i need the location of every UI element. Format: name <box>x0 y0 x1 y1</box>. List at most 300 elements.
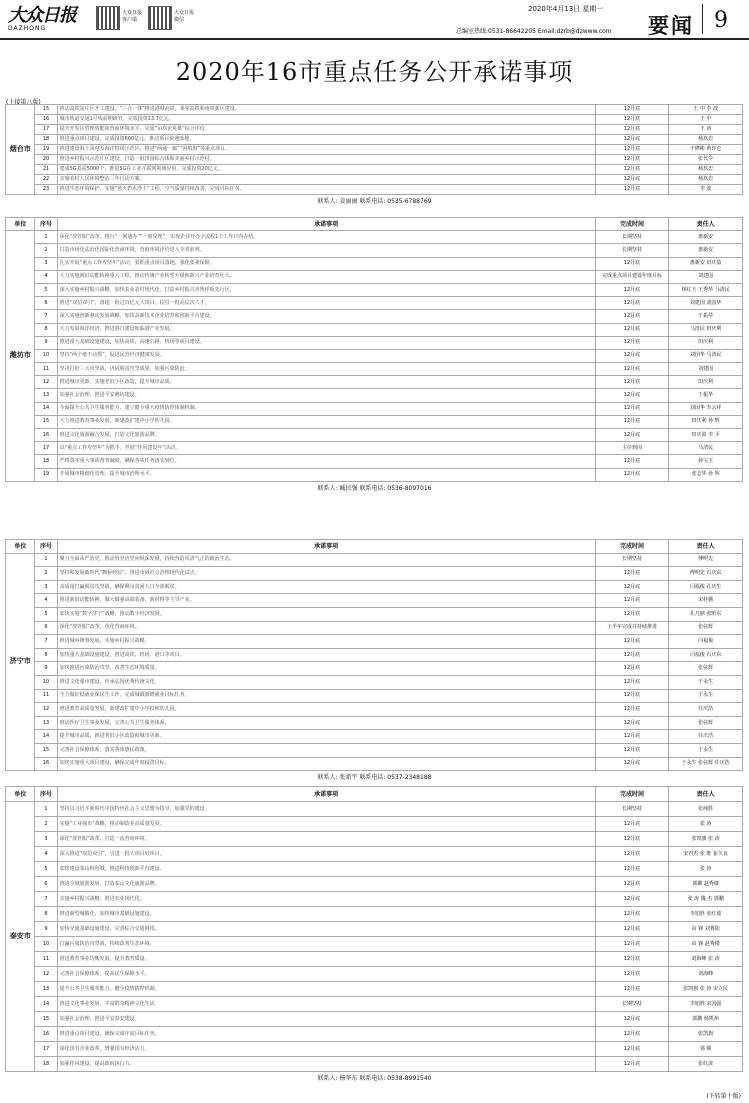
row-owner: 于永生 <box>669 675 743 689</box>
row-seq: 8 <box>35 907 57 922</box>
row-owner: 张凯旗 张 涛 宋立民 <box>669 982 743 997</box>
row-item: 提升开发区管理效能和营商环境水平，完成“亩均论英雄”综合评价。 <box>57 125 595 135</box>
row-item: 推进重点项目建设，确保完成年度目标任务。 <box>57 1027 595 1042</box>
row-item: 加快实施重大项目建设，确保完成年度投资目标。 <box>57 757 595 771</box>
row-item: 大力实施新旧动能转换重大工程，推动传统产业转型升级和新兴产业培育壮大。 <box>57 270 595 283</box>
continued-footer: (下转第十版) <box>706 1093 741 1100</box>
table-row <box>6 145 743 155</box>
row-time: 12月底 <box>595 982 669 997</box>
row-seq: 16 <box>35 429 57 442</box>
table-row <box>6 553 743 567</box>
row-item: 提升城市品质，推进老旧小区改造和城市更新。 <box>57 730 595 744</box>
table-row <box>6 907 743 922</box>
row-item: 加强社会治理，推进平安泰安建设。 <box>57 1012 595 1027</box>
row-seq: 6 <box>35 877 57 892</box>
row-item: 推进教育高质量发展，新建改扩建中小学校和幼儿园。 <box>57 703 595 717</box>
commitment-table <box>5 217 743 482</box>
table-header-row <box>6 787 743 802</box>
row-owner: 马清民 田庆利 <box>669 323 743 336</box>
row-owner: 惠新安 <box>669 231 743 244</box>
table-row <box>6 283 743 296</box>
row-time: 12月底 <box>595 607 669 621</box>
row-item: 提升公共卫生服务能力，健全疫情防控机制。 <box>57 982 595 997</box>
row-item: 推进全域旅游发展，打造泰山文化旅游品牌。 <box>57 877 595 892</box>
row-seq: 7 <box>35 892 57 907</box>
row-seq: 8 <box>35 323 57 336</box>
qr-code-icon <box>148 6 172 30</box>
row-time: 12月底 <box>595 594 669 608</box>
row-seq: 16 <box>35 1027 57 1042</box>
row-time: 12月底 <box>595 402 669 415</box>
row-seq: 13 <box>35 389 57 402</box>
table-row <box>6 757 743 771</box>
row-owner: 刘建国 <box>669 270 743 283</box>
table-row <box>6 244 743 257</box>
column-unit: 单位 <box>6 540 35 554</box>
row-owner: 郭鹏 赵秀楼 <box>669 877 743 892</box>
column-unit: 单位 <box>6 218 35 231</box>
unit-city: 济宁市 <box>6 553 35 771</box>
row-seq: 5 <box>35 862 57 877</box>
table-row <box>6 607 743 621</box>
row-time: 12月底 <box>595 635 669 649</box>
row-item: 推进重大基础设施建设，加快高铁、高速公路、机场等项目建设。 <box>57 336 595 349</box>
row-time: 12月底 <box>595 648 669 662</box>
column-owner: 责任人 <box>669 787 743 802</box>
row-time: 12月底 <box>595 389 669 402</box>
row-seq: 2 <box>35 567 57 581</box>
row-time: 12月底 <box>595 455 669 468</box>
row-owner: 傅明先 <box>669 553 743 567</box>
table-row <box>6 349 743 362</box>
row-owner: 李 波 <box>669 185 743 195</box>
table-row <box>6 567 743 581</box>
table-row <box>6 862 743 877</box>
row-time: 12月底 <box>595 323 669 336</box>
continued-note: (上接第八版) <box>6 99 41 106</box>
row-seq: 15 <box>35 1012 57 1027</box>
row-item: 坚持“两个毫不动摇”，促进民营经济健康发展。 <box>57 349 595 362</box>
table-header-row <box>6 218 743 231</box>
masthead <box>0 0 749 40</box>
row-item: 建成5G基站5000个，推进5G在工业互联网领域应用，完成投资20亿元。 <box>57 165 595 175</box>
row-time: 12月底 <box>595 125 669 135</box>
row-owner: 杨玖忠 <box>669 135 743 145</box>
table-row <box>6 310 743 323</box>
table-row <box>6 877 743 892</box>
section-title: 要闻 <box>648 13 694 38</box>
row-seq: 9 <box>35 922 57 937</box>
table-row <box>6 175 743 185</box>
table-row <box>6 455 743 468</box>
row-seq: 12 <box>35 703 57 717</box>
column-item: 承诺事项 <box>57 218 595 231</box>
row-seq: 3 <box>35 832 57 847</box>
row-owner: 杨玖忠 <box>669 165 743 175</box>
row-seq: 14 <box>35 402 57 415</box>
row-item: 坚持以习近平新时代中国特色社会主义思想为指导，加强党的建设。 <box>57 802 595 817</box>
hotline: 总编室热线:0531-86642205 Email:dzrb@dzwww.com <box>456 28 612 35</box>
table-row <box>6 115 743 125</box>
table-row <box>6 635 743 649</box>
row-owner: 闫福俊 孔庆生 <box>669 580 743 594</box>
table-row <box>6 937 743 952</box>
row-owner: 孔凡鼎 张昕东 <box>669 607 743 621</box>
row-owner: 于永生 <box>669 689 743 703</box>
row-time: 12月底 <box>595 363 669 376</box>
row-item: 推进生态环境保护，实施“蓝天碧水净土”工程，空气质量持续改善，完成目标任务。 <box>57 185 595 195</box>
table-row <box>6 1057 743 1072</box>
row-owner: 张弦辉 <box>669 662 743 676</box>
row-seq: 1 <box>35 231 57 244</box>
qr-label-client: 大众日报 客户端 <box>122 10 143 23</box>
row-seq: 3 <box>35 257 57 270</box>
row-seq: 21 <box>35 165 57 175</box>
row-item: 推动高铁站片区开工建设。“三合一体”推进港城高铁，莱荣高铁和南铁新区建设。 <box>57 105 595 115</box>
contact-line: 联系人: 臧民强 联系电话: 0536-8097016 <box>317 485 432 492</box>
row-seq: 3 <box>35 580 57 594</box>
row-time: 长期坚持 <box>595 553 669 567</box>
row-seq: 14 <box>35 997 57 1012</box>
row-owner: 张凯旗 张 涛 <box>669 832 743 847</box>
row-item: 全面提升公共卫生服务能力，建立健全重大疫情防控体制机制。 <box>57 402 595 415</box>
row-owner: 王 中 <box>669 115 743 125</box>
table-row <box>6 323 743 336</box>
row-time: 12月底 <box>595 862 669 877</box>
row-item: 加快建设泰山科创城，推进科技创新平台建设。 <box>57 862 595 877</box>
row-item: 深入实施创新驱动发展战略，加快高新技术企业培育和创新平台建设。 <box>57 310 595 323</box>
row-time: 12月底 <box>595 757 669 771</box>
table-row <box>6 817 743 832</box>
column-unit: 单位 <box>6 787 35 802</box>
row-owner: 宋桂娥 <box>669 594 743 608</box>
row-seq: 10 <box>35 937 57 952</box>
table-row <box>6 743 743 757</box>
contact-line: 联系人: 杨华东 联系电话: 0538-8991540 <box>317 1075 432 1082</box>
row-owner: 张 涛 <box>669 862 743 877</box>
commitment-table <box>5 104 743 195</box>
row-owner: 张 涛 魏 杰 郭鹏 <box>669 892 743 907</box>
row-owner: 王 中 李 波 <box>669 105 743 115</box>
row-time: 12月底 <box>595 105 669 115</box>
issue-date: 2020年4月13日 星期一 <box>528 5 604 13</box>
row-item: 推进新旧动能转换，做大做强高端装备、新材料等主导产业。 <box>57 594 595 608</box>
row-owner: 刘海峰 张 涛 <box>669 952 743 967</box>
row-time: 12月底 <box>595 297 669 310</box>
row-owner: 田庆盈 李 平 <box>669 429 743 442</box>
row-seq: 17 <box>35 1042 57 1057</box>
table-row <box>6 967 743 982</box>
row-seq: 19 <box>35 145 57 155</box>
table-row <box>6 297 743 310</box>
row-time: 12月底 <box>595 832 669 847</box>
row-seq: 6 <box>35 297 57 310</box>
row-item: 开展城市精细化管理，提升城市治理水平。 <box>57 468 595 481</box>
qr-label-wechat: 大众日报 微信 <box>174 10 195 23</box>
newspaper-logo <box>8 6 90 34</box>
row-owner: 马清民 <box>669 442 743 455</box>
row-owner: 刘海峰 <box>669 967 743 982</box>
row-owner: 于修彬 黄作仑 <box>669 145 743 155</box>
table-row <box>6 689 743 703</box>
row-item: 打造市场化法治化国际化营商环境，营商环境评价进入全省前列。 <box>57 244 595 257</box>
row-item: 完善社会保障体系，落实各项惠民政策。 <box>57 743 595 757</box>
row-seq: 11 <box>35 952 57 967</box>
row-owner: 于振华 <box>669 310 743 323</box>
row-item: 推进城市更新，实施老旧小区改造，提升城市品质。 <box>57 376 595 389</box>
row-time: 长期坚持 <box>595 802 669 817</box>
row-seq: 17 <box>35 442 57 455</box>
column-time: 完成时间 <box>595 787 669 802</box>
row-item: 扎实开展“重点工作攻坚年”活动，狠抓重点项目落地，强化要素保障。 <box>57 257 595 270</box>
row-time: 12月底 <box>595 922 669 937</box>
row-seq: 13 <box>35 982 57 997</box>
unit-city: 烟台市 <box>6 105 35 195</box>
row-item: 大力发展海洋经济，推进港口建设和临港产业发展。 <box>57 323 595 336</box>
logo-subtext: DAZHONG <box>8 25 47 32</box>
row-time: 12月底 <box>595 185 669 195</box>
table-row <box>6 952 743 967</box>
row-owner: 刘国华 李云祥 <box>669 402 743 415</box>
row-item: 深化国有企业改革，增强国有经济活力。 <box>57 1042 595 1057</box>
row-seq: 18 <box>35 455 57 468</box>
table-row <box>6 832 743 847</box>
row-time: 12月底 <box>595 743 669 757</box>
row-seq: 16 <box>35 757 57 771</box>
row-item: 推进“双招双引”，落地一批过百亿元大项目，招引一批高层次人才。 <box>57 297 595 310</box>
headline: 2020年16市重点任务公开承诺事项 <box>175 58 574 86</box>
row-owner: 于永生 <box>669 743 743 757</box>
table-row <box>6 402 743 415</box>
row-time: 12月底 <box>595 892 669 907</box>
table-row <box>6 1027 743 1042</box>
table-row <box>6 730 743 744</box>
row-seq: 4 <box>35 594 57 608</box>
row-seq: 15 <box>35 415 57 428</box>
row-time: 12月底 <box>595 580 669 594</box>
row-owner: 郭 锦 <box>669 1042 743 1057</box>
table-row <box>6 580 743 594</box>
row-time: 12月底 <box>595 847 669 862</box>
row-seq: 7 <box>35 635 57 649</box>
row-seq: 12 <box>35 376 57 389</box>
row-item: 推进教育事业均衡发展，提升教育质量。 <box>57 952 595 967</box>
row-item: 推进重点项目建设，完成投资600亿元，推动项目快速落地。 <box>57 135 595 145</box>
row-seq: 14 <box>35 730 57 744</box>
row-time: 12月底 <box>595 1042 669 1057</box>
table-row <box>6 155 743 165</box>
row-time: 12月底 <box>595 283 669 296</box>
commitment-table <box>5 786 743 1072</box>
row-time: 12月底 <box>595 703 669 717</box>
table-row <box>6 892 743 907</box>
row-owner: 任庆浩 <box>669 703 743 717</box>
row-owner: 张红波 <box>669 1057 743 1072</box>
row-time: 12月底 <box>595 689 669 703</box>
row-item: 加快交通基础设施建设，完善综合交通网络。 <box>57 922 595 937</box>
row-seq: 12 <box>35 967 57 982</box>
table-row <box>6 415 743 428</box>
row-time: 12月底 <box>595 135 669 145</box>
table-row <box>6 847 743 862</box>
column-seq: 序号 <box>35 218 57 231</box>
row-owner: 田庆利 孙 辉 <box>669 415 743 428</box>
row-item: 严格落实重大事项督查制度，确保各项任务落实到位。 <box>57 455 595 468</box>
table-row <box>6 257 743 270</box>
table-row <box>6 1012 743 1027</box>
contact-line: 联系人: 姜丽丽 联系电话: 0535-6788769 <box>317 198 432 205</box>
row-owner: 张弦辉 <box>669 716 743 730</box>
row-owner: 孙宝玉 <box>669 455 743 468</box>
row-time: 12月底 <box>595 336 669 349</box>
row-time: 12月底 <box>595 1012 669 1027</box>
row-item: 深化“放管服”改革，打造一流营商环境。 <box>57 832 595 847</box>
row-owner: 刘建国 刘国华 <box>669 297 743 310</box>
row-item: 实施乡村振兴战略，推进农业现代化。 <box>57 892 595 907</box>
table-row <box>6 336 743 349</box>
row-seq: 18 <box>35 135 57 145</box>
column-owner: 责任人 <box>669 540 743 554</box>
column-time: 完成时间 <box>595 540 669 554</box>
row-time: 12月底 <box>595 907 669 922</box>
row-item: 坚决打好三大攻坚战，巩固脱贫攻坚成果，加强污染防治。 <box>57 363 595 376</box>
row-item: 加快实施“数字济宁”战略，推动数字经济发展。 <box>57 607 595 621</box>
row-time: 12月底 <box>595 716 669 730</box>
row-item: 高质量打赢脱贫攻坚战，确保剩余贫困人口全部脱贫。 <box>57 580 595 594</box>
row-item: 以“重点工作攻坚年”为抓手，开展“作风建设年”活动。 <box>57 442 595 455</box>
row-seq: 16 <box>35 115 57 125</box>
row-owner: 由 锋 赵秀楼 <box>669 937 743 952</box>
row-seq: 1 <box>35 802 57 817</box>
row-seq: 7 <box>35 310 57 323</box>
contact-line: 联系人: 张新宇 联系电话: 0537-2348188 <box>317 774 432 782</box>
table-row <box>6 922 743 937</box>
row-seq: 5 <box>35 283 57 296</box>
row-seq: 15 <box>35 105 57 115</box>
divider <box>702 4 703 34</box>
table-header-row <box>6 540 743 554</box>
row-seq: 10 <box>35 675 57 689</box>
table-row <box>6 429 743 442</box>
row-seq: 9 <box>35 336 57 349</box>
row-owner: 刘建国 <box>669 363 743 376</box>
row-seq: 4 <box>35 847 57 862</box>
row-seq: 19 <box>35 468 57 481</box>
row-item: 深入推进“双招双引”，引进一批大项目好项目。 <box>57 847 595 862</box>
row-time: 12月底 <box>595 429 669 442</box>
row-owner: 张 涛 <box>669 817 743 832</box>
row-owner: 王 涛 <box>669 125 743 135</box>
row-owner: 张志华 孙 辉 <box>669 468 743 481</box>
row-seq: 5 <box>35 607 57 621</box>
logo-text: 大众日报 <box>8 5 76 26</box>
row-seq: 22 <box>35 175 57 185</box>
row-time: 12月底 <box>595 967 669 982</box>
row-item: 全力做好稳就业保民生工作，完成城镇新增就业目标任务。 <box>57 689 595 703</box>
row-item: 推动医疗卫生事业发展，完善公共卫生服务体系。 <box>57 716 595 730</box>
table-row <box>6 135 743 145</box>
row-time: 12月底 <box>595 952 669 967</box>
row-owner: 郭鹏 杨凯州 <box>669 1012 743 1027</box>
row-time: 12月底 <box>595 877 669 892</box>
row-time: 12月底 <box>595 675 669 689</box>
row-owner: 闫福俊 石庆东 <box>669 648 743 662</box>
row-time: 12月底 <box>595 1057 669 1072</box>
column-time: 完成时间 <box>595 218 669 231</box>
row-item: 推进文化强市建设，传承弘扬优秀传统文化。 <box>57 675 595 689</box>
row-item: 加强社会治理，推进平安潍坊建设。 <box>57 389 595 402</box>
row-item: 加强作风建设，提高政府执行力。 <box>57 1057 595 1072</box>
row-owner: 于振华 <box>669 389 743 402</box>
row-time: 12月底 <box>595 145 669 155</box>
row-owner: 于永生 张弦辉 任庆浩 <box>669 757 743 771</box>
row-seq: 20 <box>35 155 57 165</box>
table-row <box>6 594 743 608</box>
column-owner: 责任人 <box>669 218 743 231</box>
table-row <box>6 105 743 115</box>
table-row <box>6 982 743 997</box>
row-time: 12月底 <box>595 376 669 389</box>
row-seq: 2 <box>35 244 57 257</box>
row-time: 12月底 <box>595 310 669 323</box>
row-owner: 张凯旗 <box>669 1027 743 1042</box>
unit-city: 泰安市 <box>6 802 35 1072</box>
table-row <box>6 802 743 817</box>
page-number: 9 <box>714 8 728 33</box>
row-owner: 张代令 <box>669 155 743 165</box>
row-seq: 10 <box>35 349 57 362</box>
row-seq: 9 <box>35 662 57 676</box>
row-time: 12月底 <box>595 567 669 581</box>
row-time: 12月底 <box>595 165 669 175</box>
row-owner: 张纯胜 <box>669 802 743 817</box>
row-item: 推进建设海上风电及海洋牧场示范区，推进“两通一廊”“围填海”等重点项目。 <box>57 145 595 155</box>
row-time: 长期坚持 <box>595 244 669 257</box>
row-time: 12月底 <box>595 415 669 428</box>
table-row <box>6 1042 743 1057</box>
qr-code-icon <box>96 6 120 30</box>
row-seq: 17 <box>35 125 57 135</box>
row-time: 上半年完成并持续推进 <box>595 621 669 635</box>
table-row <box>6 376 743 389</box>
row-time: 长期坚持 <box>595 231 669 244</box>
row-owner: 傅明先 石庆东 <box>669 567 743 581</box>
table-row <box>6 703 743 717</box>
table-row <box>6 442 743 455</box>
row-owner: 李旭胜 张红波 <box>669 907 743 922</box>
row-owner: 张弦辉 <box>669 621 743 635</box>
row-time: 12月底 <box>595 349 669 362</box>
column-item: 承诺事项 <box>57 787 595 802</box>
table-row <box>6 468 743 481</box>
row-time: 12月底 <box>595 1027 669 1042</box>
row-item: 加快推进污染防治攻坚，改善生态环境质量。 <box>57 662 595 676</box>
row-owner: 任庆浩 <box>669 730 743 744</box>
row-item: 深入实施乡村振兴战略，加快农业农村现代化，打造乡村振兴齐鲁样板先行区。 <box>57 283 595 296</box>
row-item: 推进新型城镇化，加快城市基础设施建设。 <box>57 907 595 922</box>
table-row <box>6 648 743 662</box>
row-time: 12月底 <box>595 817 669 832</box>
row-time: 长期坚持 <box>595 997 669 1012</box>
row-owner: 刘国华 马清民 <box>669 349 743 362</box>
table-row <box>6 185 743 195</box>
row-time: 12月底 <box>595 662 669 676</box>
commitment-table <box>5 539 743 771</box>
row-item: 坚持和发展新时代“枫桥经验”，推进市域社会治理现代化试点。 <box>57 567 595 581</box>
row-item: 完善社会保障体系，提高民生保障水平。 <box>57 967 595 982</box>
row-owner: 闫福俊 <box>669 635 743 649</box>
row-time: 12月底 <box>595 937 669 952</box>
